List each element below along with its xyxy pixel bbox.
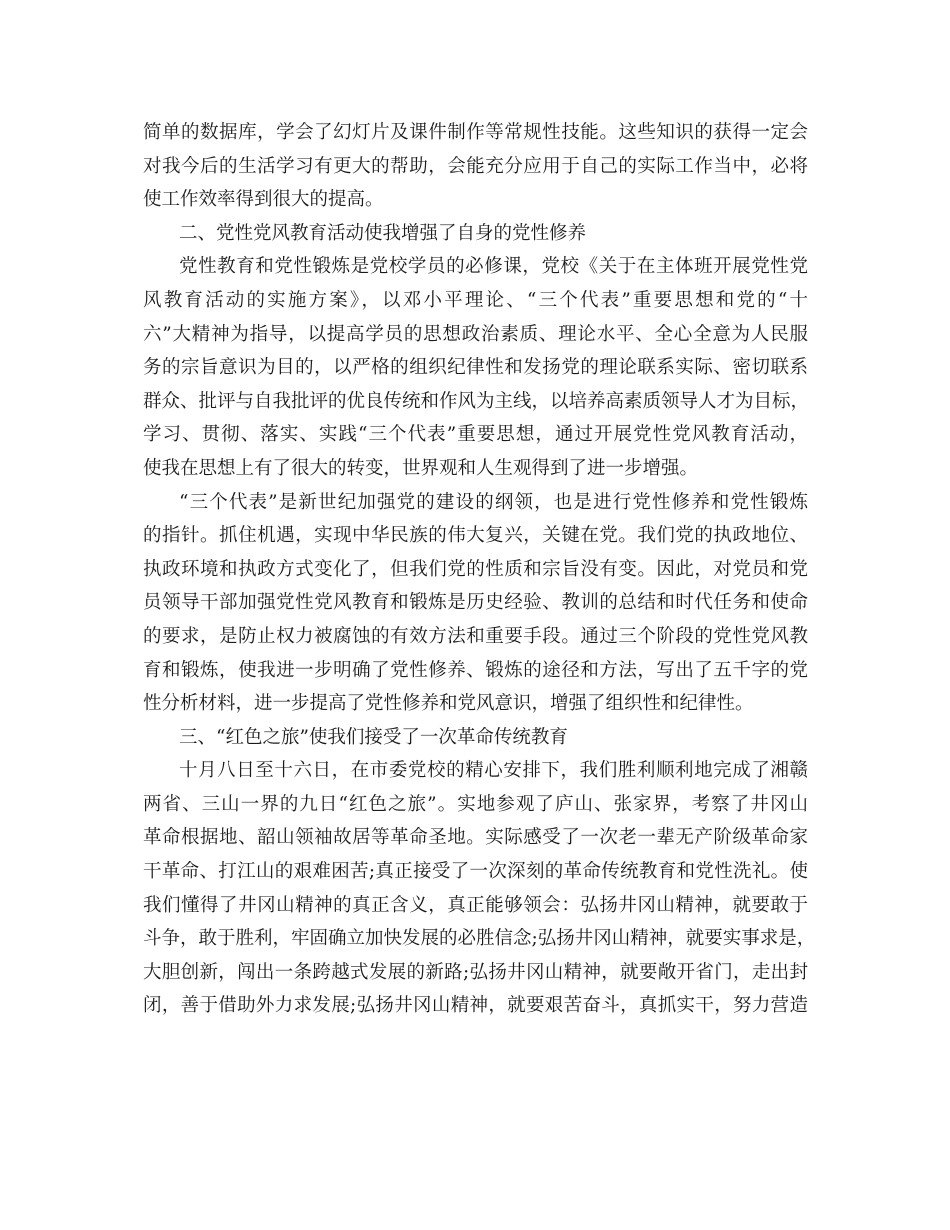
text-line: 的指针。抓住机遇，实现中华民族的伟大复兴，关键在党。我们党的执政地位、 [143, 525, 808, 547]
text-line: 务的宗旨意识为目的，以严格的组织纪律性和发扬党的理论联系实际、密切联系 [143, 357, 808, 379]
text-line: 执政环境和执政方式变化了，但我们党的性质和宗旨没有变。因此，对党员和党 [143, 558, 808, 580]
text-line: 革命根据地、韶山领袖故居等革命圣地。实际感受了一次老一辈无产阶级革命家 [143, 827, 808, 849]
text-line: 风教育活动的实施方案》，以邓小平理论、“三个代表”重要思想和党的“十 [143, 289, 808, 311]
text-line: 使我在思想上有了很大的转变，世界观和人生观得到了进一步增强。 [143, 457, 699, 479]
text-line: 学习、贯彻、落实、实践“三个代表”重要思想，通过开展党性党风教育活动， [143, 424, 808, 446]
text-line: 我们懂得了井冈山精神的真正含义，真正能够领会：弘扬井冈山精神，就要敢于 [143, 894, 808, 916]
paragraph-start-line: 十月八日至十六日，在市委党校的精心安排下，我们胜利顺利地完成了湘赣 [179, 760, 808, 782]
text-line: 的要求，是防止权力被腐蚀的有效方法和重要手段。通过三个阶段的党性党风教 [143, 625, 808, 647]
paragraph-start-line: 党性教育和党性锻炼是党校学员的必修课，党校《关于在主体班开展党性党 [179, 256, 808, 278]
text-line: 使工作效率得到很大的提高。 [143, 189, 384, 211]
paragraph-start-line: 三、“红色之旅”使我们接受了一次革命传统教育 [179, 726, 568, 748]
paragraph-start-line: “三个代表”是新世纪加强党的建设的纲领，也是进行党性修养和党性锻炼 [179, 491, 808, 513]
text-line: 性分析材料，进一步提高了党性修养和党风意识，增强了组织性和纪律性。 [143, 693, 754, 715]
text-line: 群众、批评与自我批评的优良传统和作风为主线，以培养高素质领导人才为目标， [143, 390, 810, 412]
text-line: 六”大精神为指导，以提高学员的思想政治素质、理论水平、全心全意为人民服 [143, 323, 808, 345]
text-line: 员领导干部加强党性党风教育和锻炼是历史经验、教训的总结和时代任务和使命 [143, 592, 808, 614]
paragraph-start-line: 二、党性党风教育活动使我增强了自身的党性修养 [179, 222, 587, 244]
text-line: 斗争，敢于胜利，牢固确立加快发展的必胜信念;弘扬井冈山精神，就要实事求是， [143, 928, 816, 950]
text-line: 干革命、打江山的艰难困苦;真正接受了一次深刻的革命传统教育和党性洗礼。使 [143, 861, 808, 883]
text-line: 对我今后的生活学习有更大的帮助，会能充分应用于自己的实际工作当中，必将 [143, 155, 808, 177]
text-line: 闭，善于借助外力求发展;弘扬井冈山精神，就要艰苦奋斗，真抓实干，努力营造 [143, 995, 808, 1017]
text-line: 两省、三山一界的九日“红色之旅”。实地参观了庐山、张家界，考察了井冈山 [143, 793, 808, 815]
text-line: 育和锻炼，使我进一步明确了党性修养、锻炼的途径和方法，写出了五千字的党 [143, 659, 808, 681]
body-text [143, 116, 816, 1023]
text-line: 大胆创新，闯出一条跨越式发展的新路;弘扬井冈山精神，就要敞开省门，走出封 [143, 961, 808, 983]
text-line: 简单的数据库，学会了幻灯片及课件制作等常规性技能。这些知识的获得一定会 [143, 122, 808, 143]
